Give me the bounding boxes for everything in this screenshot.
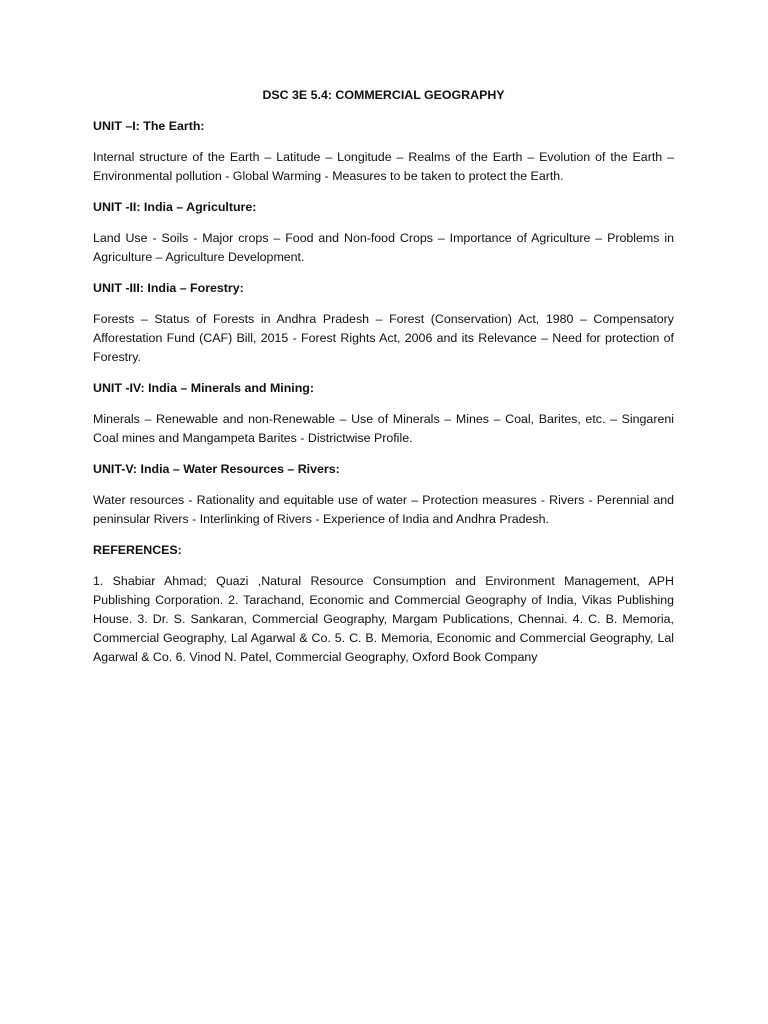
unit-3-heading: UNIT -III: India – Forestry: <box>93 281 244 295</box>
references-heading: REFERENCES: <box>93 543 182 557</box>
unit-1-heading: UNIT –I: The Earth: <box>93 119 205 133</box>
page-title: DSC 3E 5.4: COMMERCIAL GEOGRAPHY <box>262 88 505 102</box>
unit-5-heading: UNIT-V: India – Water Resources – Rivers: <box>93 462 340 476</box>
references-text: 1. Shabiar Ahmad; Quazi ,Natural Resource Consumption and Environment Management, APH Publishing Corporation. 2. Tarachand, Economic and Commercial Geography of India, Vikas Publishing House. 3. Dr. S. Sankaran, Commercial Geography, Margam Publications, Chennai. 4. C. B. Memoria, Commercial Geography, Lal Agarwal & Co. 5. C. B. Memoria, Economic and Commercial Geography, Lal Agarwal & Co. 6. Vinod N. Patel, Commercial Geography, Oxford Book Company <box>93 574 674 664</box>
unit-4-text: Minerals – Renewable and non-Renewable – Use of Minerals – Mines – Coal, Barites, etc. – Singareni Coal mines and Mangampeta Barites - Districtwise Profile. <box>93 412 674 445</box>
unit-1-text: Internal structure of the Earth – Latitude – Longitude – Realms of the Earth – Evolution of the Earth – Environmental pollution - Global Warming - Measures to be taken to protect the Earth. <box>93 150 674 183</box>
unit-3-text: Forests – Status of Forests in Andhra Pradesh – Forest (Conservation) Act, 1980 – Compensatory Afforestation Fund (CAF) Bill, 2015 - Forest Rights Act, 2006 and its Relevance – Need for protection of Forestry. <box>93 312 674 364</box>
unit-4-heading: UNIT -IV: India – Minerals and Mining: <box>93 381 314 395</box>
unit-2-text: Land Use - Soils - Major crops – Food and Non-food Crops – Importance of Agriculture – Problems in Agriculture – Agriculture Development. <box>93 231 674 264</box>
syllabus-page <box>93 86 674 679</box>
unit-5-text: Water resources - Rationality and equitable use of water – Protection measures - Rivers - Perennial and peninsular Rivers - Interlinking of Rivers - Experience of India and Andhra Pradesh. <box>93 493 674 526</box>
unit-2-heading: UNIT -II: India – Agriculture: <box>93 200 257 214</box>
